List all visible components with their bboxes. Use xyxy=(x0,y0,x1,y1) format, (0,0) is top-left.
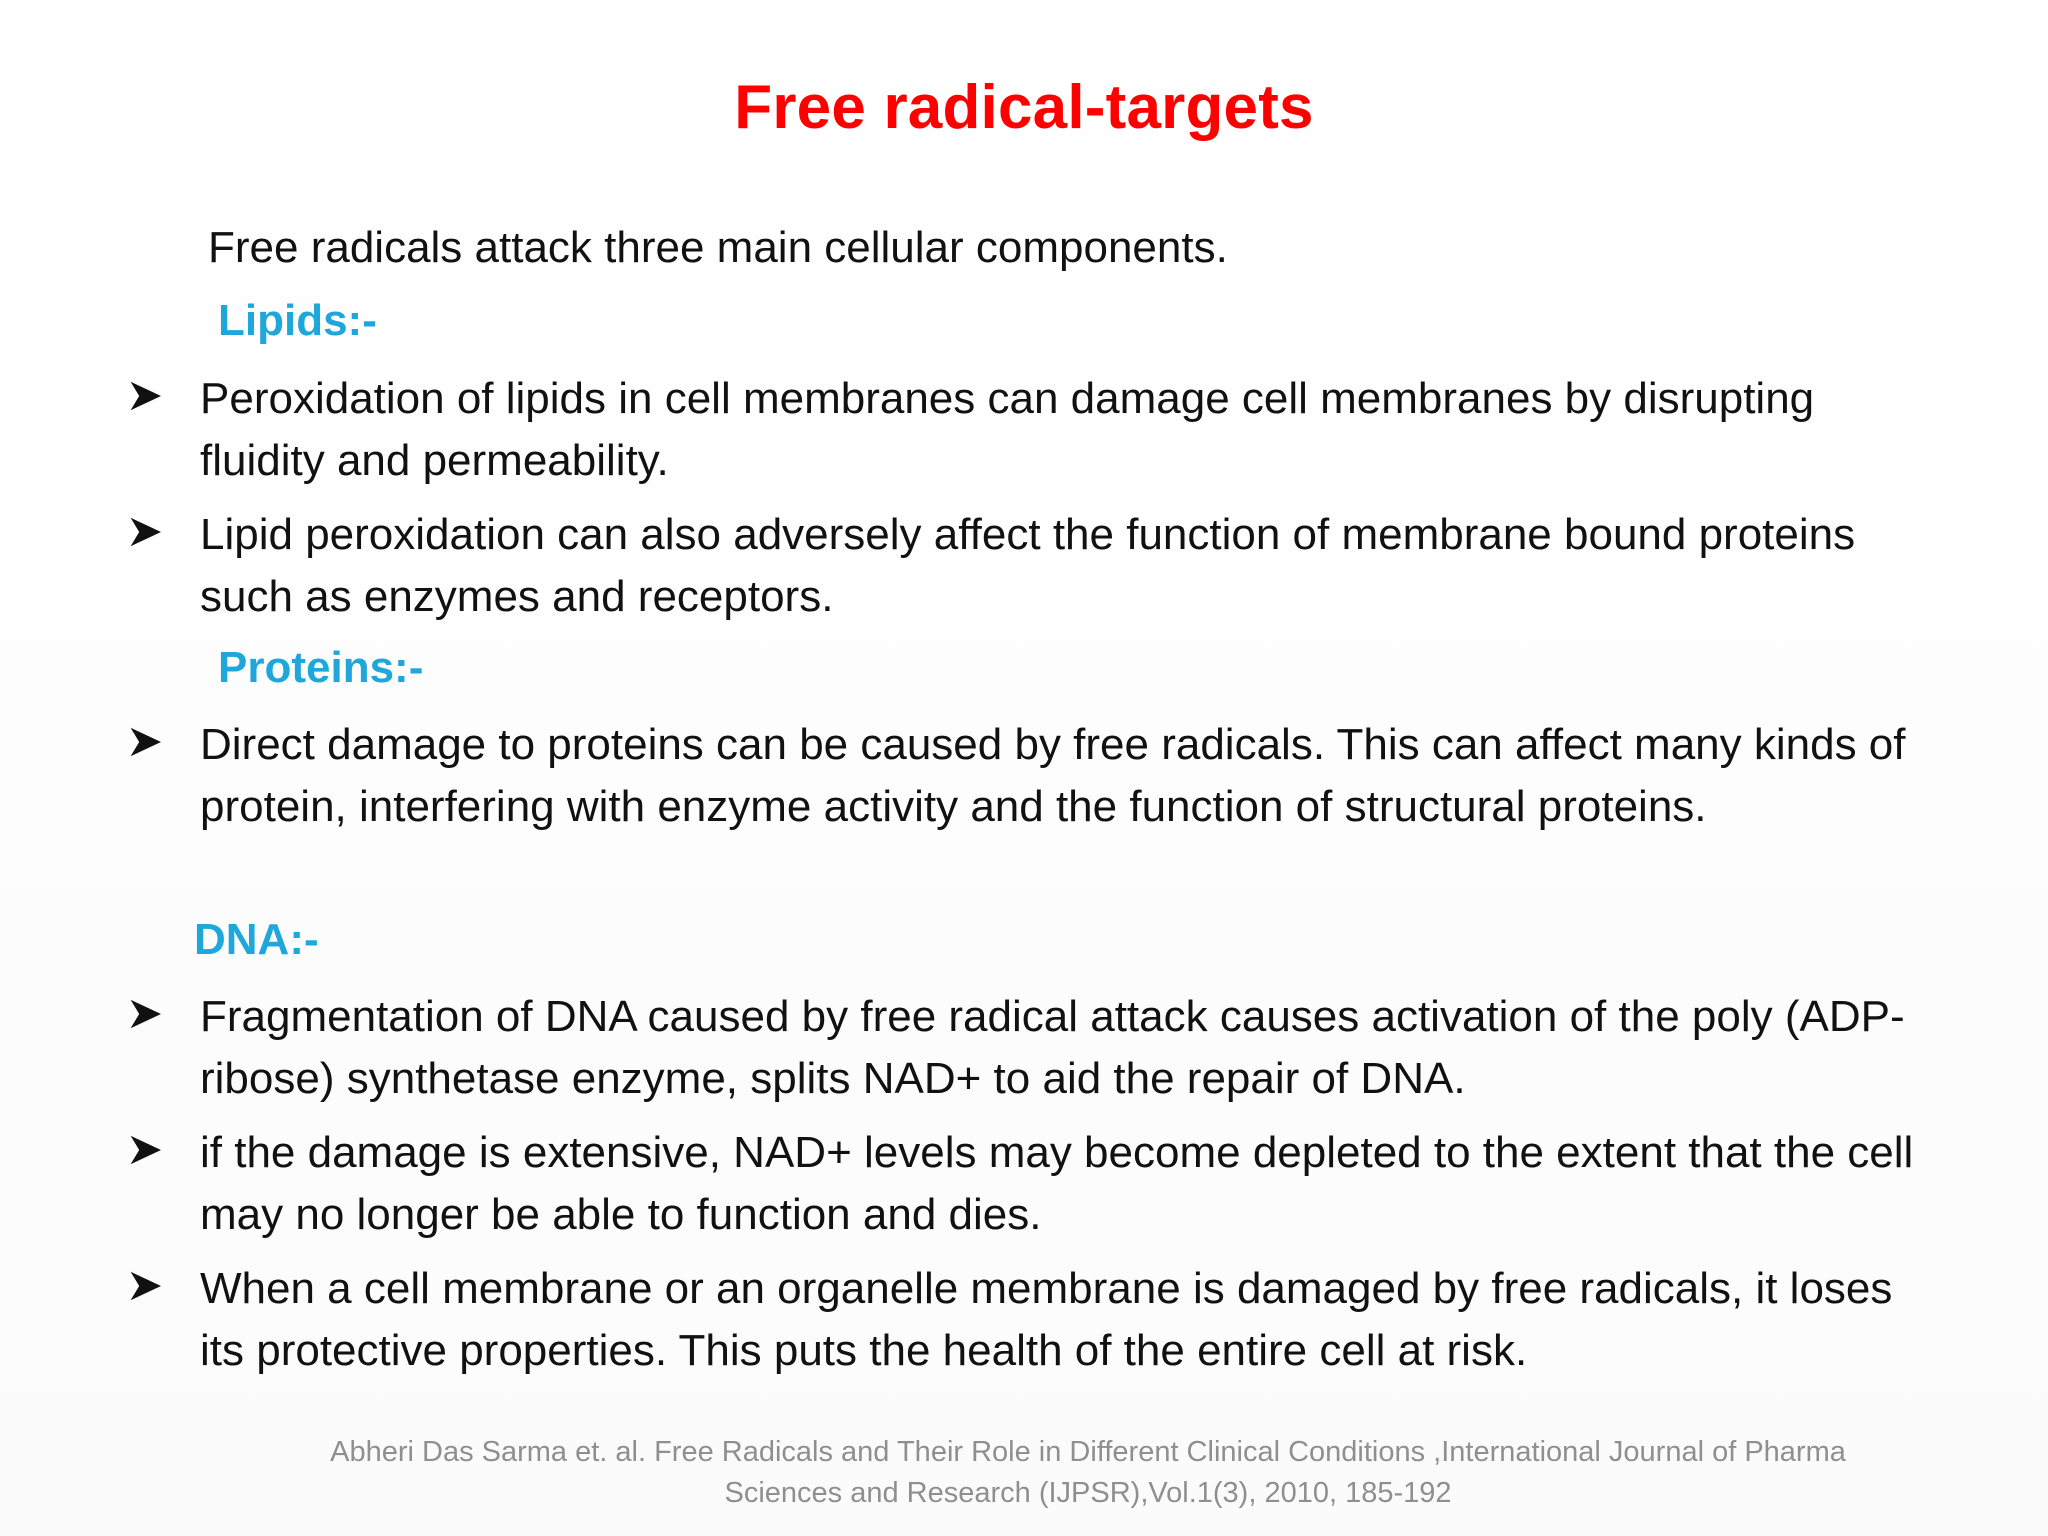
citation-text: Abheri Das Sarma et. al. Free Radicals and Their Role in Different Clinical Conditions ,International Journal of Pharma Sciences and Research (IJPSR),Vol.1(3), 2010, 185-192 xyxy=(330,1436,1846,1509)
arrowhead-bullet-icon xyxy=(126,504,200,560)
bullet-text: Direct damage to proteins can be caused by free radicals. This can affect many kinds of protein, interfering with enzyme activity and the function of structural proteins. xyxy=(200,720,1906,831)
arrowhead-bullet-icon xyxy=(126,1258,200,1314)
bullet-item-proteins-1 xyxy=(126,714,1946,838)
bullet-item-lipids-1 xyxy=(126,368,1946,492)
arrowhead-bullet-icon xyxy=(126,714,200,770)
arrowhead-bullet-icon xyxy=(126,368,200,424)
section-heading-lipids: Lipids:- xyxy=(218,296,377,345)
bullet-text: Peroxidation of lipids in cell membranes can damage cell membranes by disrupting fluidity and permeability. xyxy=(200,374,1815,485)
intro-text: Free radicals attack three main cellular components. xyxy=(208,223,1228,272)
bullet-item-lipids-2 xyxy=(126,504,1946,628)
section-heading-dna: DNA:- xyxy=(194,915,319,964)
bullet-text: Fragmentation of DNA caused by free radical attack causes activation of the poly (ADP-ribose) synthetase enzyme, splits NAD+ to aid the repair of DNA. xyxy=(200,992,1905,1103)
bullet-text: When a cell membrane or an organelle membrane is damaged by free radicals, it loses its protective properties. This puts the health of the entire cell at risk. xyxy=(200,1264,1893,1375)
bullet-item-dna-3 xyxy=(126,1258,1946,1382)
section-heading-proteins: Proteins:- xyxy=(218,643,424,692)
bullet-item-dna-1 xyxy=(126,986,1946,1110)
bullet-item-dna-2 xyxy=(126,1122,1946,1246)
bullet-text: Lipid peroxidation can also adversely affect the function of membrane bound proteins such as enzymes and receptors. xyxy=(200,510,1856,621)
arrowhead-bullet-icon xyxy=(126,986,200,1042)
slide-title: Free radical-targets xyxy=(734,73,1314,142)
bullet-text: if the damage is extensive, NAD+ levels may become depleted to the extent that the cell may no longer be able to function and dies. xyxy=(200,1128,1914,1239)
arrowhead-bullet-icon xyxy=(126,1122,200,1178)
